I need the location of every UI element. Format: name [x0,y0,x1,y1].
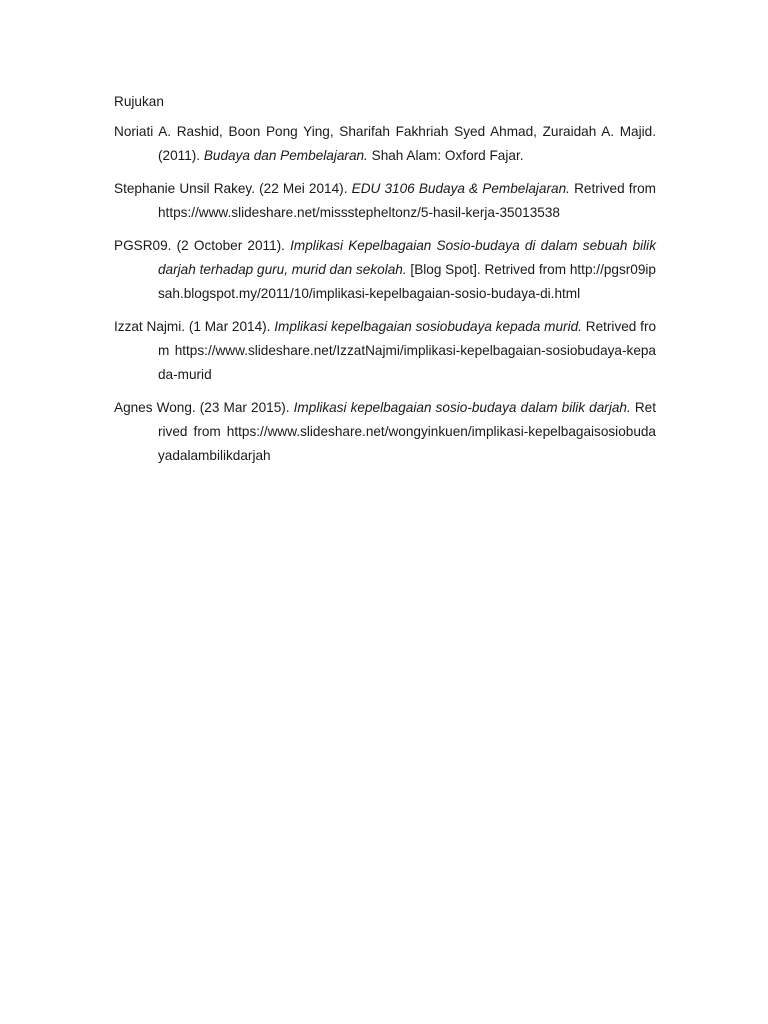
reference-source: [Blog Spot]. Retrived from http://pgsr09ipsah.blogspot.my/2011/10/implikasi-kepelbagaian-sosio-budaya-di.html [158,262,656,301]
reference-source: Retrived from https://www.slideshare.net/missstepheltonz/5-hasil-kerja-35013538 [158,181,656,220]
reference-entry [114,177,656,225]
reference-authors-date: Izzat Najmi. (1 Mar 2014). [114,319,271,334]
reference-source: Shah Alam: Oxford Fajar. [371,148,524,163]
reference-source: Retrived from https://www.slideshare.net/IzzatNajmi/implikasi-kepelbagaian-sosiobudaya-kepada-murid [158,319,657,382]
reference-title: Implikasi kepelbagaian sosiobudaya kepada murid. [274,319,582,334]
reference-authors-date: Agnes Wong. (23 Mar 2015). [114,400,290,415]
reference-authors-date: PGSR09. (2 October 2011). [114,238,285,253]
reference-entry [114,315,656,387]
reference-entry [114,120,656,168]
reference-title: Implikasi Kepelbagaian Sosio-budaya di dalam sebuah bilik darjah terhadap guru, murid dan sekolah. [158,238,657,277]
reference-authors-date: Stephanie Unsil Rakey. (22 Mei 2014). [114,181,348,196]
reference-source: Retrived from https://www.slideshare.net/wongyinkuen/implikasi-kepelbagaisosiobudayadalambilikdarjah [158,400,656,463]
reference-title: Implikasi kepelbagaian sosio-budaya dalam bilik darjah. [293,400,631,415]
reference-authors-date: Noriati A. Rashid, Boon Pong Ying, Sharifah Fakhriah Syed Ahmad, Zuraidah A. Majid. (2011). [114,124,656,163]
reference-title: Budaya dan Pembelajaran. [203,148,368,163]
reference-entry [114,234,656,306]
reference-title: EDU 3106 Budaya & Pembelajaran. [351,181,570,196]
reference-section [114,90,656,477]
section-heading: Rujukan [114,94,164,109]
reference-entry [114,396,656,468]
